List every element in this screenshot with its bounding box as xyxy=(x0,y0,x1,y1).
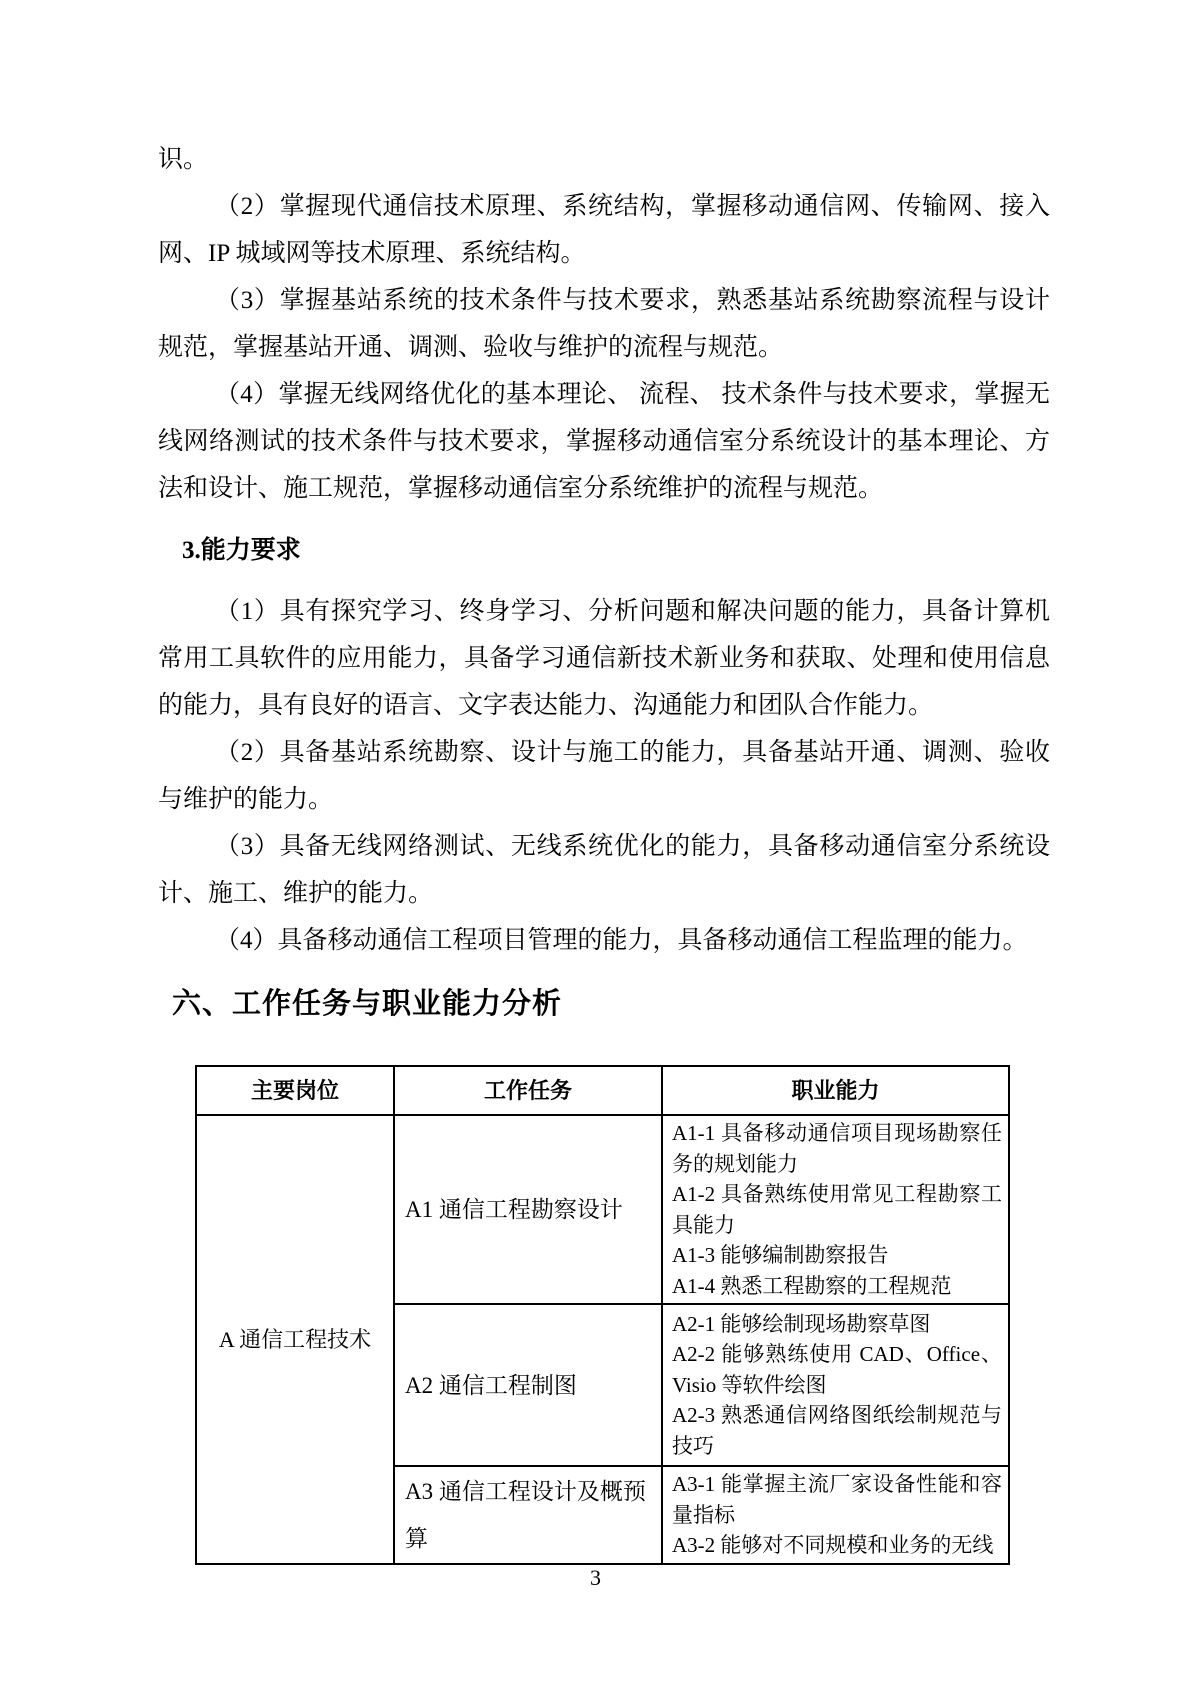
task-cell-a3: A3 通信工程设计及概预算 xyxy=(394,1466,662,1564)
section-heading-work-tasks: 六、工作任务与职业能力分析 xyxy=(172,988,563,1020)
ability-cell-a2 xyxy=(662,1304,1009,1466)
ability-paragraph-3: （3）具备无线网络测试、无线系统优化的能力，具备移动通信室分系统设计、施工、维护的能力。 xyxy=(158,833,1050,907)
page-number: 3 xyxy=(590,1565,601,1590)
ability-item-a1-1: A1-1 具备移动通信项目现场勘察任务的规划能力 xyxy=(672,1121,1002,1176)
ability-paragraph-2: （2）具备基站系统勘察、设计与施工的能力，具备基站开通、调测、验收与维护的能力。 xyxy=(158,739,1050,813)
col-header-work-task: 工作任务 xyxy=(394,1066,662,1115)
ability-item-a1-2: A1-2 具备熟练使用常见工程勘察工具能力 xyxy=(672,1182,1002,1237)
ability-item-a2-2: A2-2 能够熟练使用 CAD、Office、Visio 等软件绘图 xyxy=(672,1342,1002,1397)
ability-item-a2-3: A2-3 熟悉通信网络图纸绘制规范与技巧 xyxy=(672,1403,1002,1458)
ability-paragraph-4: （4）具备移动通信工程项目管理的能力，具备移动通信工程监理的能力。 xyxy=(215,927,1028,954)
ability-item-a1-4: A1-4 熟悉工程勘察的工程规范 xyxy=(672,1273,952,1298)
ability-cell-a1 xyxy=(662,1115,1009,1304)
table-row-a1 xyxy=(196,1115,1009,1304)
ability-requirements-heading: 3.能力要求 xyxy=(182,537,301,564)
ability-paragraph-1: （1）具有探究学习、终身学习、分析问题和解决问题的能力，具备计算机常用工具软件的应用能力，具备学习通信新技术新业务和获取、处理和使用信息的能力，具有良好的语言、文字表达能力、沟通能力和团队合作能力。 xyxy=(158,598,1050,719)
ability-item-a3-1: A3-1 能掌握主流厂家设备性能和容量指标 xyxy=(672,1472,1002,1527)
knowledge-paragraph-2: （2）掌握现代通信技术原理、系统结构，掌握移动通信网、传输网、接入网、IP 城域网等技术原理、系统结构。 xyxy=(158,193,1050,267)
col-header-main-position: 主要岗位 xyxy=(196,1066,394,1115)
table-header-row xyxy=(196,1066,1009,1115)
col-header-vocational-ability: 职业能力 xyxy=(662,1066,1009,1115)
knowledge-paragraph-3: （3）掌握基站系统的技术条件与技术要求，熟悉基站系统勘察流程与设计规范，掌握基站开通、调测、验收与维护的流程与规范。 xyxy=(158,287,1050,361)
ability-item-a3-2: A3-2 能够对不同规模和业务的无线 xyxy=(672,1533,994,1557)
paragraph-continuation: 识。 xyxy=(158,146,209,173)
ability-item-a2-1: A2-1 能够绘制现场勘察草图 xyxy=(672,1311,931,1336)
position-cell: A 通信工程技术 xyxy=(196,1115,394,1564)
knowledge-paragraph-4: （4）掌握无线网络优化的基本理论、 流程、 技术条件与技术要求，掌握无线网络测试的技术条件与技术要求，掌握移动通信室分系统设计的基本理论、方法和设计、施工规范，掌握移动通信室分系统维护的流程与规范。 xyxy=(158,381,1050,502)
ability-item-a1-3: A1-3 能够编制勘察报告 xyxy=(672,1243,889,1267)
document-body xyxy=(158,136,1050,1565)
ability-cell-a3 xyxy=(662,1466,1009,1564)
job-task-ability-table xyxy=(195,1065,1010,1565)
task-cell-a2: A2 通信工程制图 xyxy=(394,1304,662,1466)
task-cell-a1: A1 通信工程勘察设计 xyxy=(394,1115,662,1304)
